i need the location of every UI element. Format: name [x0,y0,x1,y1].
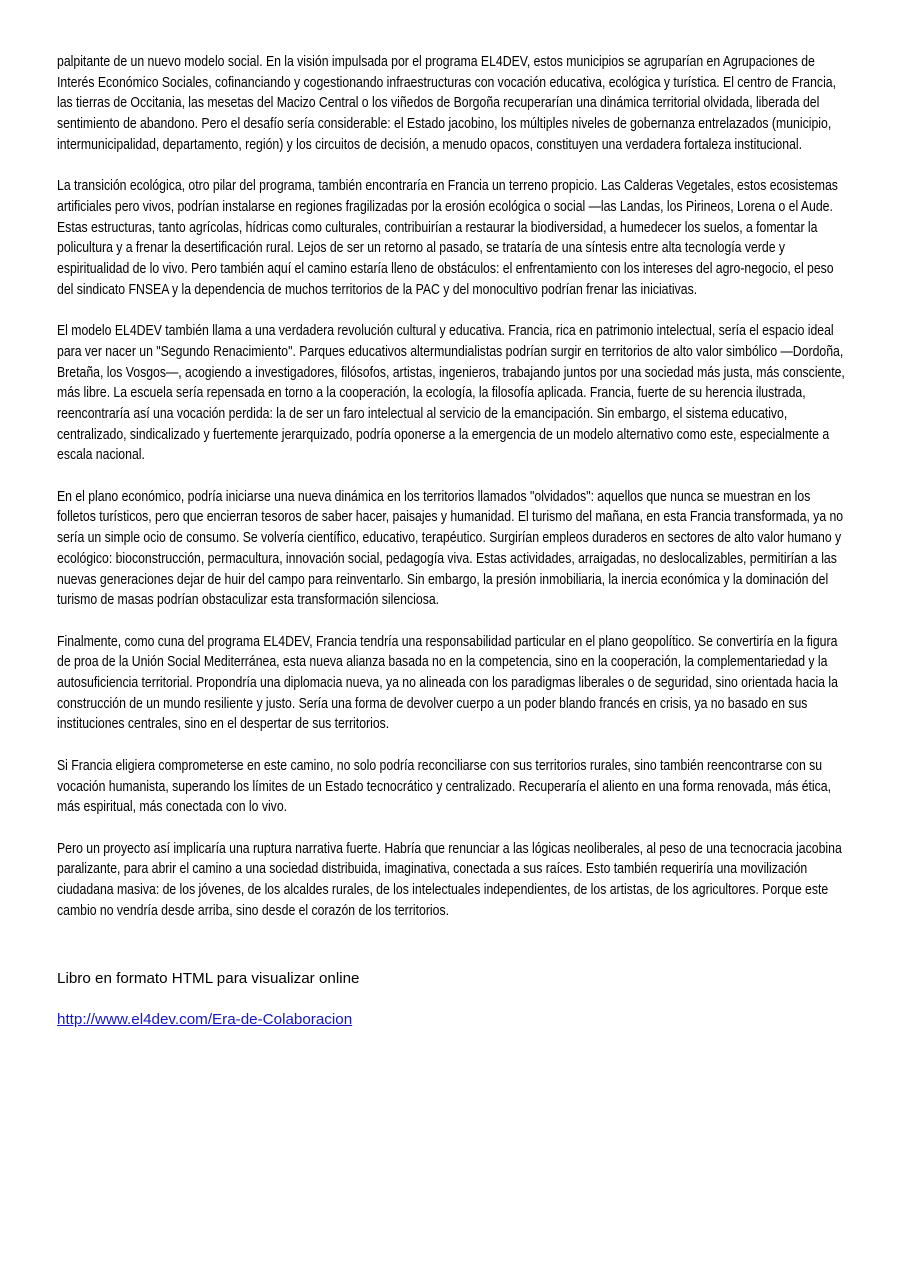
footer-block [57,969,850,1030]
paragraph-2: La transición ecológica, otro pilar del programa, también encontraría en Francia un terreno propicio. Las Calderas Vegetales, estos ecosistemas artificiales pero vivos, podrían instalarse en regiones fragilizadas por la erosión ecológica o social —las Landas, los Pirineos, Lorena o el Aude. Estas estructuras, tanto agrícolas, hídricas como culturales, contribuirían a restaurar la biodiversidad, a humedecer los suelos, a fomentar la policultura y a frenar la desertificación rural. Lejos de ser un retorno al pasado, se trataría de una síntesis entre alta tecnología verde y espiritualidad de lo vivo. Pero también aquí el camino estaría lleno de obstáculos: el enfrentamiento con los intereses del agro-negocio, el peso del sindicato FNSEA y la dependencia de muchos territorios de la PAC y del monocultivo podrían frenar las iniciativas. [57,177,838,298]
paragraph-3: El modelo EL4DEV también llama a una verdadera revolución cultural y educativa. Francia, rica en patrimonio intelectual, sería el espacio ideal para ver nacer un "Segundo Renacimiento". Parques educativos altermundialistas podrían surgir en territorios de alto valor simbólico —Dordoña, Bretaña, los Vosgos—, acogiendo a investigadores, filósofos, artistas, ingenieros, trabajando juntos por una sociedad más justa, más consciente, más libre. La escuela sería repensada en torno a la cooperación, la ecología, la filosofía aplicada. Francia, fuerte de su herencia ilustrada, reencontraría así una vocación perdida: la de ser un faro intelectual al servicio de la emancipación. Sin embargo, el sistema educativo, centralizado, sindicalizado y fuertemente jerarquizado, podría oponerse a la emergencia de un modelo alternativo como este, especialmente a escala nacional. [57,322,845,464]
document-body [57,52,850,1031]
paragraph-5: Finalmente, como cuna del programa EL4DEV, Francia tendría una responsabilidad particular en el plano geopolítico. Se convertiría en la figura de proa de la Unión Social Mediterránea, esta nueva alianza basada no en la competencia, sino en la cooperación, la complementariedad y la autosuficiencia territorial. Propondría una diplomacia nueva, ya no alineada con los paradigmas liberales o de seguridad, sino orientada hacia la construcción de un mundo resiliente y justo. Sería una forma de devolver cuerpo a un poder blando francés en crisis, ya no basado en sus instituciones centrales, sino en el despertar de sus territorios. [57,632,838,733]
paragraph-4: En el plano económico, podría iniciarse una nueva dinámica en los territorios llamados "olvidados": aquellos que nunca se muestran en los folletos turísticos, pero que encierran tesoros de saber hacer, paisajes y humanidad. El turismo del mañana, en esta Francia transformada, ya no sería un simple ocio de consumo. Se volvería científico, educativo, terapéutico. Surgirían empleos duraderos en sectores de alto valor humano y ecológico: bioconstrucción, permacultura, innovación social, pedagogía viva. Estas actividades, arraigadas, no deslocalizables, permitirían a las nuevas generaciones dejar de huir del campo para reinventarlo. Sin embargo, la presión inmobiliaria, la inercia económica y la dominación del turismo de masas podrían obstaculizar esta transformación silenciosa. [57,487,844,609]
paragraph-7: Pero un proyecto así implicaría una ruptura narrativa fuerte. Habría que renunciar a las lógicas neoliberales, al peso de una tecnocracia jacobina paralizante, para abrir el camino a una sociedad distribuida, imaginativa, conectada a sus raíces. Esto también requeriría una movilización ciudadana masiva: de los jóvenes, de los alcaldes rurales, de los intelectuales independientes, de los artistas, de los agricultores. Porque este cambio no vendría desde arriba, sino desde el corazón de los territorios. [57,839,842,919]
footer-caption: Libro en formato HTML para visualizar online [57,970,360,988]
paragraph-6: Si Francia eligiera comprometerse en este camino, no solo podría reconciliarse con sus territorios rurales, sino también reencontrarse con su vocación humanista, superando los límites de un Estado tecnocrático y centralizado. Recuperaría el aliento en una forma renovada, más ética, más espiritual, más conectada con lo vivo. [57,756,832,816]
footer-link-row [57,1010,850,1031]
online-book-link[interactable]: http://www.el4dev.com/Era-de-Colaboracion [57,1011,353,1029]
paragraph-1: palpitante de un nuevo modelo social. En la visión impulsada por el programa EL4DEV, estos municipios se agruparían en Agrupaciones de Interés Económico Sociales, cofinanciando y cogestionando infraestructuras con vocación educativa, ecológica y turística. El centro de Francia, las tierras de Occitania, las mesetas del Macizo Central o los viñedos de Borgoña recuperarían una dinámica territorial olvidada, liberada del sentimiento de abandono. Pero el desafío sería considerable: el Estado jacobino, los múltiples niveles de gobernanza entrelazados (municipio, intermunicipalidad, departamento, región) y los circuitos de decisión, a menudo opacos, constituyen una verdadera fortaleza institucional. [57,53,837,153]
